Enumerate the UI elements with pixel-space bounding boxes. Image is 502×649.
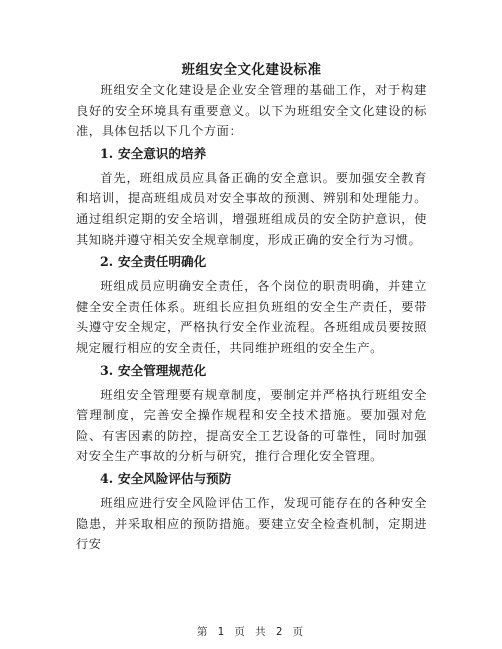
section-heading-text: 安全责任明确化 [118,254,207,270]
document-title: 班组安全文化建设标准 [181,62,322,78]
section-heading-text: 安全管理规范化 [118,362,207,378]
section-heading-4 [76,469,427,489]
section-number: 4. [100,470,114,486]
section-body-4: 班组应进行安全风险评估工作，发现可能存在的各种安全隐患，并采取相应的预防措施。要建立安全检查机制，定期进行安 [76,495,427,552]
section-body-2: 班组成员应明确安全责任，各个岗位的职责明确，并建立健全安全责任体系。班组长应担负班组的安全生产责任，要带头遵守安全规定，严格执行安全作业流程。各班组成员要按照规定履行相应的安全责任，共同维护班组的安全生产。 [76,279,427,355]
section-heading-2 [76,252,427,272]
section-number: 1. [100,145,114,161]
section-heading-text: 安全风险评估与预防 [118,470,232,486]
section-body-1: 首先，班组成员应具备正确的安全意识。要加强安全教育和培训，提高班组成员对安全事故的预测、辨别和处理能力。通过组织定期的安全培训，增强班组成员的安全防护意识，使其知晓并遵守相关安全规章制度，形成正确的安全行为习惯。 [76,170,427,247]
page-footer: 第 1 页 共 2 页 [196,626,306,638]
section-heading-text: 安全意识的培养 [118,145,207,161]
intro-paragraph: 班组安全文化建设是企业安全管理的基础工作，对于构建良好的安全环境具有重要意义。以下为班组安全文化建设的标准，具体包括以下几个方面： [76,83,427,139]
section-heading-3 [76,361,427,381]
section-number: 2. [100,254,114,270]
document-content [76,60,427,555]
section-body-3: 班组安全管理要有规章制度，要制定并严格执行班组安全管理制度，完善安全操作规程和安全技术措施。要加强对危险、有害因素的防控，提高安全工艺设备的可靠性，同时加强对安全生产事故的分析与研究，推行合理化安全管理。 [76,387,427,464]
section-heading-1 [76,144,427,164]
section-number: 3. [100,362,114,378]
